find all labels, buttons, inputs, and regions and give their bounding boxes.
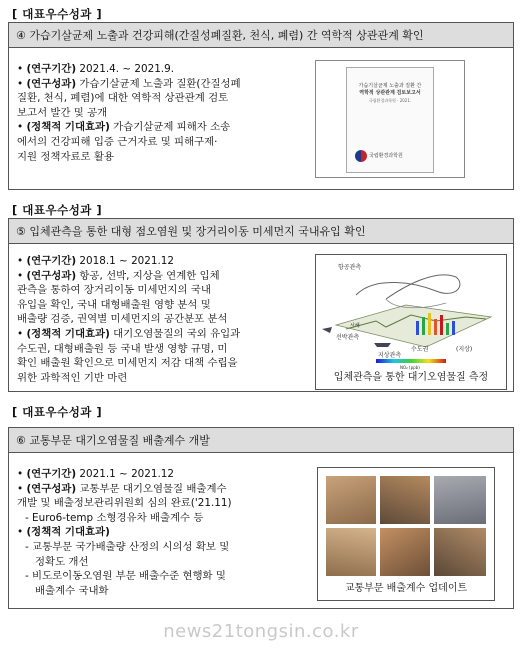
photo-4 [326,528,376,576]
line: • (정책적 기대효과) 가습기살균제 피해자 소송 [17,121,231,134]
observation-map-icon [316,255,506,367]
label-misc: (지상) [456,346,473,353]
line: 지원 정책자료로 활용 [17,150,114,163]
line: 질환, 천식, 폐렴)에 대한 역학적 상관관계 검토 [17,92,229,105]
line: - 비도로이동오염원 부문 배출수준 현행화 및 [25,570,226,583]
line: • (연구기간) 2018.1 ~ 2021.12 [17,255,175,267]
photo-5 [380,528,430,576]
report-small: 국립환경과학원 · 2021. [368,98,412,103]
taegeuk-logo-icon [355,150,367,162]
section-box-2 [8,218,514,392]
line: - 교통부문 국가배출량 산정의 시의성 확보 및 [25,540,230,553]
label-aircraft: 항공관측 [338,264,362,271]
line: 에서의 건강피해 입증 근거자료 및 피해구제· [17,135,218,148]
label-ship: 선박관측 [336,334,360,341]
line: • (연구성과) 항공, 선박, 지상을 연계한 입체 [17,269,220,282]
photo-3 [434,476,486,524]
section-box-3 [8,427,514,609]
emission-figure [317,467,495,601]
line: - Euro6-temp 소형경유차 배출계수 등 [25,511,204,524]
section-title-2: ⑤ 입체관측을 통한 대형 점오염원 및 장거리이동 미세먼지 국내유입 확인 [9,219,513,244]
line: • (정책적 기대효과) 대기오염물질의 국외 유입과 [17,327,241,340]
line: 관측을 통하여 장거리이동 미세먼지의 국내 [17,284,211,297]
line: 위한 과학적인 기반 마련 [17,371,128,384]
line: • (연구기간) 2021.1 ~ 2021.12 [17,468,175,480]
line: 개발 및 배출정보관리위원회 심의 완료('21.11) [17,497,232,510]
line: 보고서 발간 및 공개 [17,106,108,119]
figure-caption-3: 교통부문 배출계수 업데이트 [344,583,468,594]
section-text-3 [17,467,317,598]
label-west: 서해 [350,323,360,329]
photo-2 [380,476,430,524]
line: 배출량 검증, 권역별 미세먼지의 공간분포 분석 [17,313,228,326]
line: • (연구기간) 2021.4. ~ 2021.9. [17,63,175,75]
label-ground: 지상관측 [378,352,402,359]
line: • (연구성과) 가습기살균제 노출과 질환(간질성폐 [17,77,241,90]
label-capital: 수도권 [411,346,429,353]
section-box-1 [8,22,514,190]
report-line-2: 역학적 상관관계 검토보고서 [359,90,421,96]
section-tag-1: [ 대표우수성과 ] [12,7,103,21]
line: 확인 배출원 확인으로 미세먼지 저감 대책 수립을 [17,357,238,370]
figure-caption-2: 입체관측을 통한 대기오염물질 측정 [333,372,489,383]
report-org: 국립환경과학원 [369,153,403,159]
section-text-1 [17,62,317,164]
report-cover [346,67,434,173]
line: 유입을 확인, 국내 대형배출원 영향 분석 및 [17,298,211,311]
photo-6 [434,528,486,576]
section-title-1: ④ 가습기살균제 노출과 건강피해(간질성폐질환, 천식, 폐렴) 간 역학적 상관관계 확인 [9,23,513,48]
watermark: news21tongsin.co.kr [163,621,359,642]
line: • (정책적 기대효과) [17,526,110,539]
line: 수도권, 대형배출원 등 국내 발생 영향 규명, 미 [17,342,228,355]
colorbar-label: NO₂ (ppb) [400,365,420,370]
line: 배출계수 국내화 [35,584,109,597]
section-title-3: ⑥ 교통부문 대기오염물질 배출계수 개발 [9,428,513,453]
section-tag-2: [ 대표우수성과 ] [12,203,103,217]
report-cover-figure [315,60,465,178]
line: 정확도 개선 [35,555,89,568]
observation-figure [315,254,507,390]
section-text-2 [17,254,319,385]
report-line-1: 가습기살균제 노출과 질환 간 [358,83,422,89]
line: • (연구성과) 교통부문 대기오염물질 배출계수 [17,482,227,495]
photo-1 [326,476,376,524]
section-tag-3: [ 대표우수성과 ] [12,405,103,419]
